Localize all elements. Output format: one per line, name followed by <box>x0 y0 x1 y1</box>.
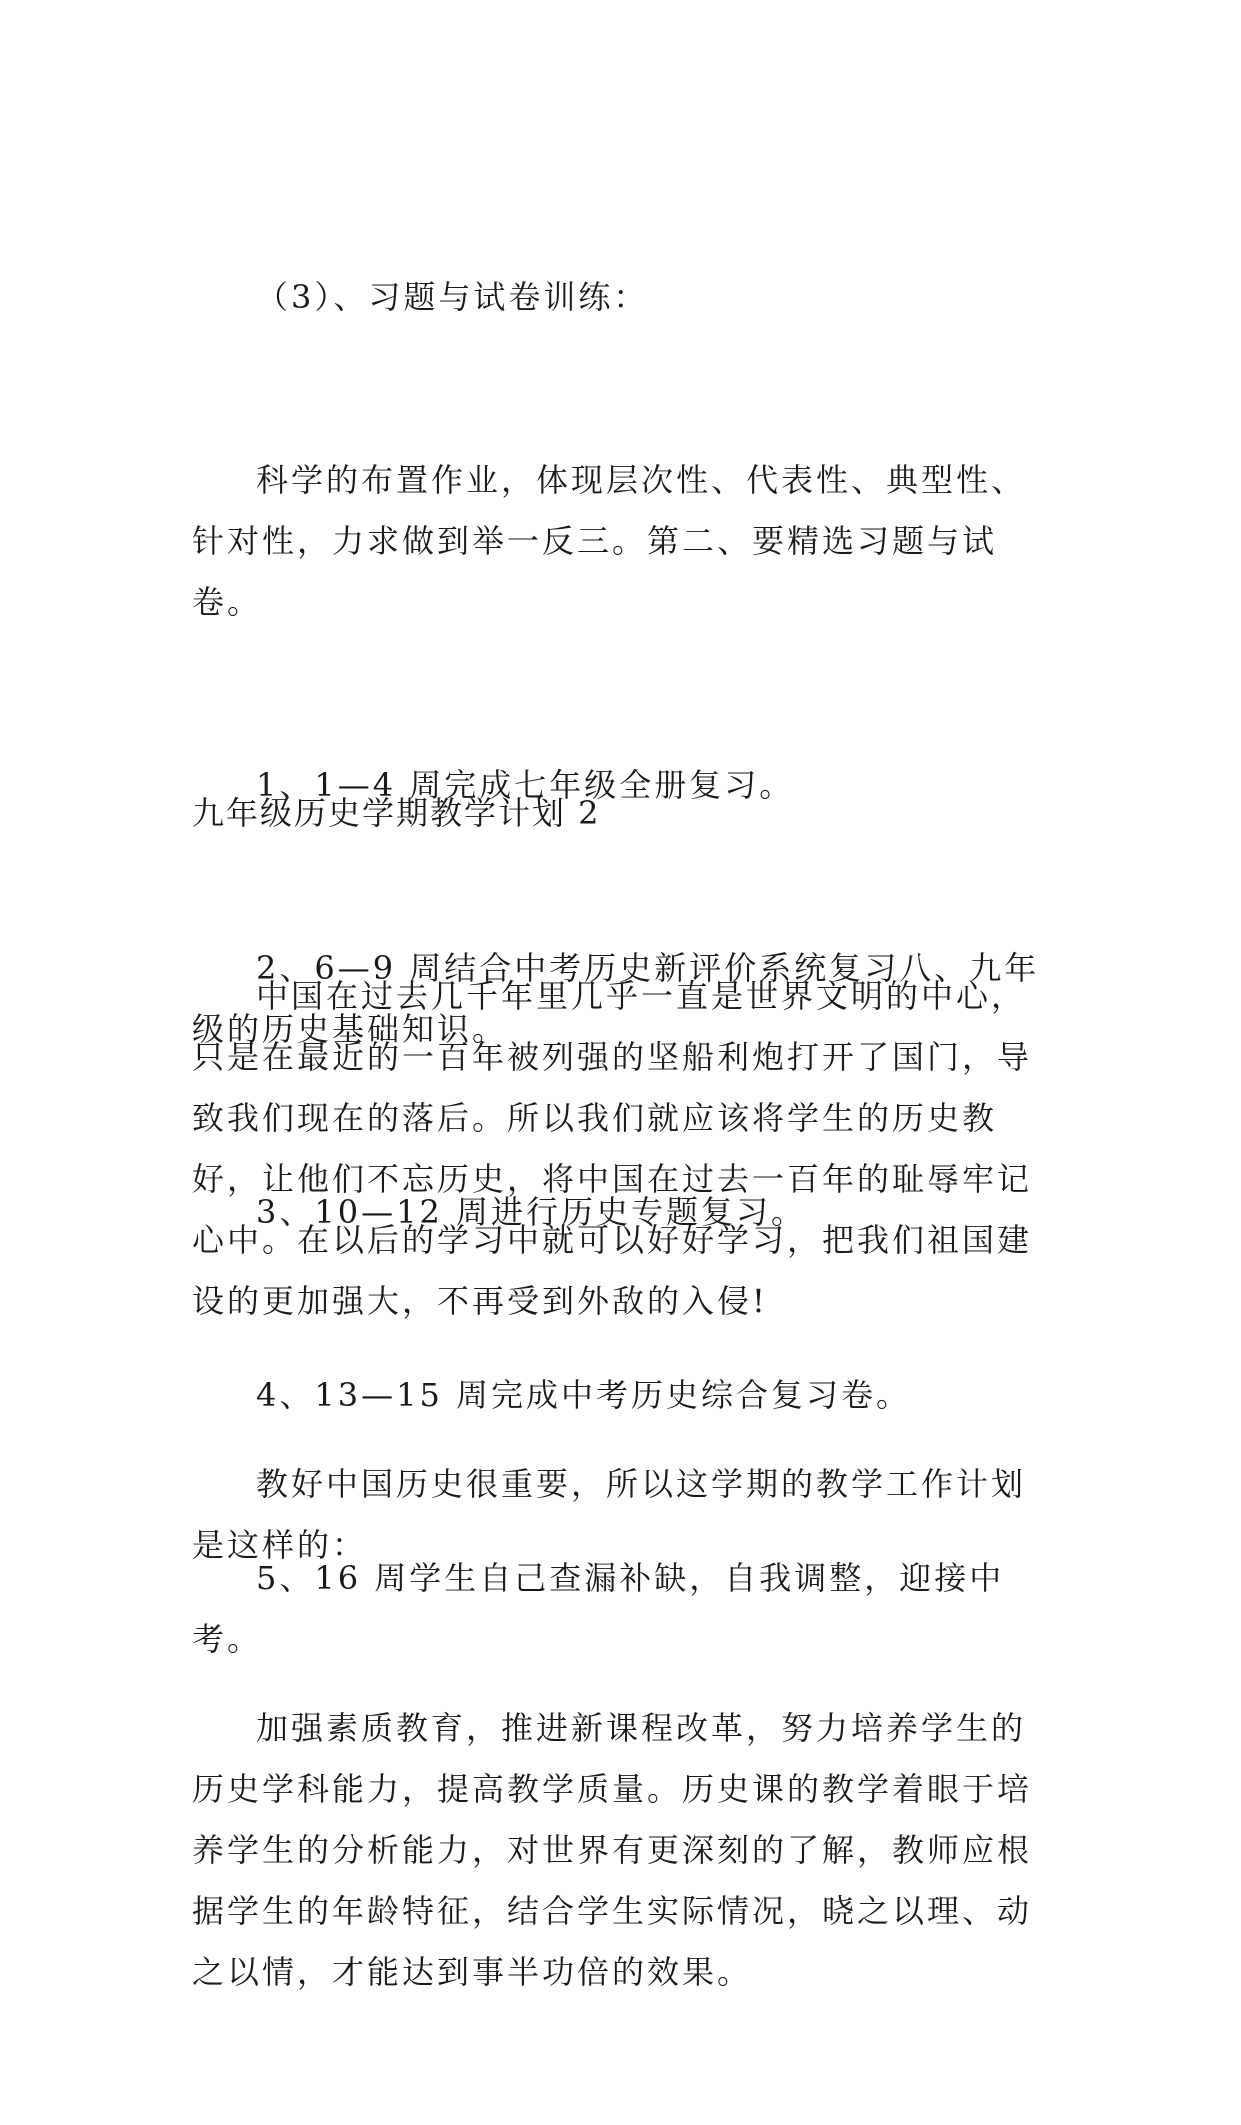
section-teaching-plan-2 <box>192 661 1052 2125</box>
list-item-week-13-15: 4、13—15 周完成中考历史综合复习卷。 <box>256 1376 911 1414</box>
list-item-week-6-9: 2、6—9 周结合中考历史新评价系统复习八、九年级的历史基础知识。 <box>192 949 1040 1048</box>
document-title: 九年级历史学期教学计划 2 <box>192 794 601 832</box>
section-heading-exercises: （3）、习题与试卷训练： <box>256 278 649 316</box>
paragraph-plan-intro: 教好中国历史很重要，所以这学期的教学工作计划是这样的： <box>192 1465 1027 1564</box>
list-item-week-10-12: 3、10—12 周进行历史专题复习。 <box>256 1193 806 1231</box>
paragraph-china-history: 中国在过去几千年里几乎一直是世界文明的中心，只是在最近的一百年被列强的坚船利炮打开了国门，导致我们现在的落后。所以我们就应该将学生的历史教好，让他们不忘历史，将中国在过去一百年的耻辱牢记心中。在以后的学习中就可以好好学习，把我们祖国建设的更加强大，不再受到外敌的入侵! <box>192 977 1033 1320</box>
list-item-week-16: 5、16 周学生自己查漏补缺，自我调整，迎接中考。 <box>192 1559 1005 1658</box>
paragraph-homework: 科学的布置作业，体现层次性、代表性、典型性、针对性，力求做到举一反三。第二、要精选习题与试卷。 <box>192 461 1027 621</box>
list-item-week-1-4: 1、1—4 周完成七年级全册复习。 <box>256 766 795 804</box>
paragraph-quality-education: 加强素质教育，推进新课程改革，努力培养学生的历史学科能力，提高教学质量。历史课的教学着眼于培养学生的分析能力，对世界有更深刻的了解，教师应根据学生的年龄特征，结合学生实际情况，晓之以理、动之以情，才能达到事半功倍的效果。 <box>192 1709 1033 1991</box>
